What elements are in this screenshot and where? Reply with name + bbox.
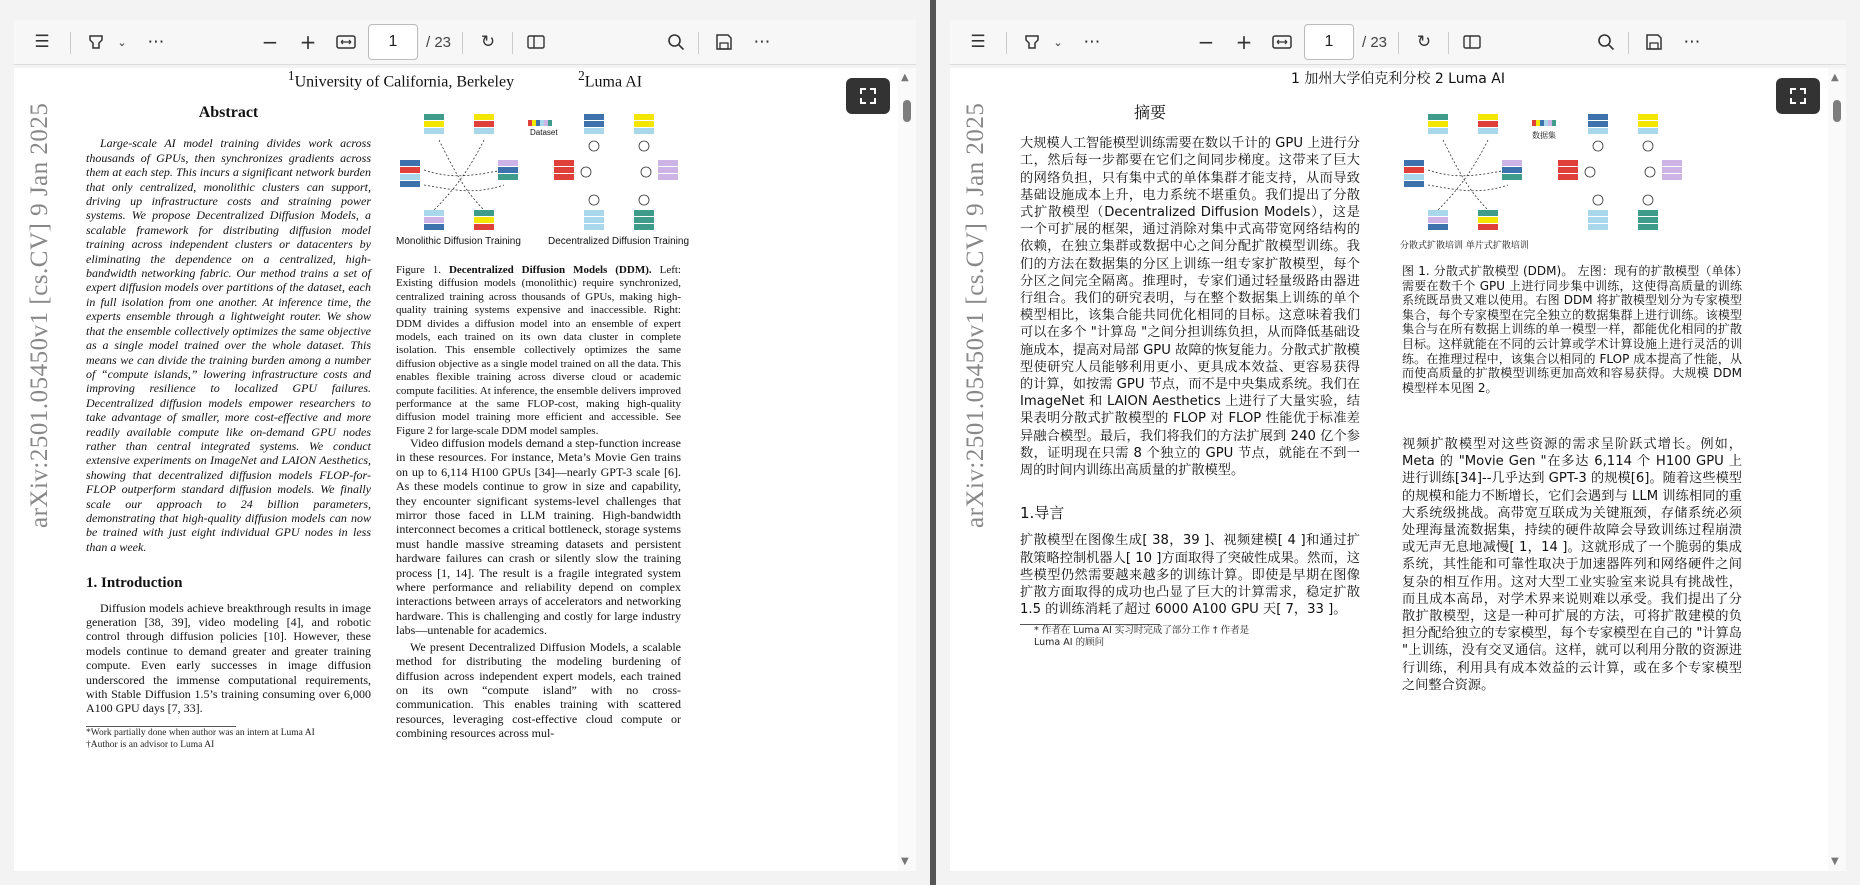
abstract-text: 大规模人工智能模型训练需要在数以千计的 GPU 上进行分工，然后每一步都要在它们之间同步梯度。这带来了巨大的网络负担，只有集中式的单体集群才能支持，从而导致基础设施成本上升，电力系统不堪重负。我们提出了分散式扩散模型（Decentralized Diffusion Models），这是一个可扩展的框架，通过消除对集中式高带宽网络结构的依赖，在独立集群或数据中心之间分配扩散模型训练。我们的方法在数据集的分区上训练一组专家扩散模型，每个分区之间完全隔离。推理时，专家们通过轻量级路由器进行组合。我们的研究表明，与在整个数据集上训练的单个模型相比，该集合能共同优化相同的目标。这意味着我们可以在多个 "计算岛 "之间分担训练负担，从而降低基础设施成本，提高对局部 GPU 故障的恢复能力。分散式扩散模型使研究人员能够利用更小、更具成本效益、更容易获得的计算，如按需 GPU 节点，而不是中央集成系统。我们在 ImageNet 和 LAION Aesthetics 上进行了大量实验，结果表明分散式扩散模型的 FLOP 对 FLOP 性能优于标准差异融合模型。最后，我们将我们的方法扩展到 240 亿个参数，证明现在只需 8 个独立的 GPU 节点，就能在不到一周的时间内训练出高质量的扩散模型。 [1020,136,1360,479]
fig-label-decentralized: Decentralized Diffusion Training [548,236,690,247]
viewer-toolbar [14,20,916,65]
decentralized-gpu-stacks [1558,114,1682,230]
introduction-text: Diffusion models achieve breakthrough results in image generation [38, 39], video modeling [4], and robotic control through diffusion policies [10]. However, these models continue to demand greater and greater training compute. Even early successes in image diffusion underscored the immense computational requirements, with Stable Diffusion 1.5’s training consuming over 6,000 A100 GPU days [7, 33]. [86,600,371,716]
page-view-icon[interactable] [1456,26,1488,58]
footnote-line-1: * 作者在 Luma AI 实习时完成了部分工作 † 作者是 [1034,625,1250,637]
zoom-out-icon[interactable]: − [1197,30,1215,54]
right-viewer-pane [936,0,1860,885]
figure-1 [394,110,690,250]
zoom-in-icon[interactable]: + [299,30,317,54]
figure-1-caption: 图 1. 分散式扩散模型 (DDM)。 左图：现有的扩散模型（单体）需要在数千个 GPU 上进行同步集中训练，这使得高质量的训练系统既昂贵又难以使用。右图 DDM 将扩散模型划分为专家模型集合，每个专家模型在完全独立的数据集群上进行训练。该模型集合与在所有数据上训练的单一模型一样，都能优化相同的扩散目标。这样就能在不同的云计算或学术计算设施上进行灵活的训练。在推理过程中，该集合以相同的 FLOP 成本提高了性能，从而使高质量的扩散模型训练更加高效和容易获得。大规模 DDM 模型样本见图 2。 [1402,264,1742,395]
affiliations: $^1$University of California, Berkeley $^2$Luma AI [287,68,643,91]
chevron-down-icon[interactable]: ⌄ [117,35,127,49]
search-icon[interactable] [1590,26,1622,58]
fig-dataset-label: 数据集 [1532,131,1556,140]
monolithic-gpu-stacks [1404,114,1522,230]
more-tools-icon[interactable]: ⋯ [1083,32,1101,52]
scrollbar-thumb[interactable] [1833,100,1841,122]
rotate-icon[interactable]: ↻ [480,32,496,52]
paragraph-2: 视频扩散模型对这些资源的需求呈阶跃式增长。例如，Meta 的 "Movie Gen "在多达 6,114 个 H100 GPU 上进行训练[34]--几乎达到 GPT-3 的规模[6]。随着这些模型的规模和能力不断增长，它们会遇到与 LLM 训练相同的重大系统级挑战。高带宽互联成为关键瓶颈，存储系统必须处理海量流数据集，持续的硬件故障会导致训练过程崩溃或无声无息地减慢[ 1，14 ]。这就形成了一个脆弱的集成系统，其性能和可靠性取决于加速器阵列和网络硬件之间复杂的相互作用。这对大型工业实验室来说具有挑战性，而且成本高昂，对学术界来说则难以承受。我们提出了分散扩散模型，这是一种可扩展的方法，可将扩散建模的负担分配给独立的专家模型，每个专家模型在自己的 "计算岛 "上训练，没有交叉通信。这样，就可以利用分散的资源进行训练，利用具有成本效益的云计算，或在多个专家模型之间整合资源。 [1402,437,1742,693]
outline-icon[interactable]: ☰ [34,32,50,52]
fit-width-icon[interactable] [330,26,362,58]
viewer-toolbar [950,20,1846,65]
document-page[interactable] [14,68,916,871]
right-column-body [396,436,681,741]
page-total: / 23 [426,34,452,51]
fig-label: 分散式扩散培训 单片式扩散培训 [1400,241,1529,251]
scroll-down-icon[interactable]: ▼ [1831,856,1839,867]
rotate-icon[interactable]: ↻ [1416,32,1432,52]
monolithic-gpu-stacks [400,114,518,230]
fig-dataset-label: Dataset [530,128,558,137]
arxiv-watermark: arXiv:2501.05450v1 [cs.CV] 9 Jan 2025 [962,102,989,528]
paragraph-3: We present Decentralized Diffusion Models, a scalable method for distributing the modeling burdening of diffusion across independent expert models, each trained on its own “compute island” with no cross-communication. This enables training with scattered resources, leveraging cost-effective cloud compute or combining resources across mul- [396,639,681,741]
footnote-1: *Work partially done when author was an intern at Luma AI [86,727,315,738]
figure-1 [1398,110,1688,250]
zoom-out-icon[interactable]: − [261,30,279,54]
fit-width-icon[interactable] [1266,26,1298,58]
more-options-icon[interactable]: ⋯ [753,32,771,52]
page-view-icon[interactable] [520,26,552,58]
save-icon[interactable] [708,26,740,58]
decentralized-gpu-stacks [554,114,678,230]
fullscreen-button[interactable] [1776,78,1820,114]
scroll-down-icon[interactable]: ▼ [901,856,909,867]
abstract-title: 摘要 [1133,103,1166,122]
scroll-up-icon[interactable]: ▲ [901,72,909,83]
document-page-translated[interactable] [950,68,1846,871]
more-options-icon[interactable]: ⋯ [1683,32,1701,52]
fullscreen-button[interactable] [846,78,890,114]
dataset-icon [1532,120,1556,126]
abstract-title: Abstract [198,104,259,121]
footnote-line-2: Luma AI 的顾问 [1034,637,1105,649]
abstract-text: Large-scale AI model training divides work across thousands of GPUs, then synchronizes gradients across them at each step. This incurs a significant network burden that only centralized, monolithic clusters can support, driving up infrastructure costs and straining power systems. We propose Decentralized Diffusion Models, a scalable framework for distributing diffusion model training across independent clusters or datacenters by eliminating the dependence on a centralized, high-bandwidth networking fabric. Our method trains a set of expert diffusion models over partitions of the dataset, each in full isolation from one another. At inference time, the experts ensemble through a lightweight router. We show that the ensemble collectively optimizes the same objective as a single model trained over the whole dataset. This means we can divide the training burden among a number of “compute islands,” lowering infrastructure costs and improving resilience to localized GPU failures. Decentralized diffusion models empower researchers to take advantage of smaller, more cost-effective and more readily available compute like on-demand GPU nodes rather than central integrated systems. We conduct extensive experiments on ImageNet and LAION Aesthetics, showing that decentralized diffusion models FLOP-for-FLOP outperform standard diffusion models. We finally scale our approach to 24 billion parameters, demonstrating that high-quality diffusion models can now be trained with just eight individual GPU nodes in less than a week. [86,136,371,554]
save-icon[interactable] [1638,26,1670,58]
vertical-scrollbar[interactable] [898,68,916,871]
introduction-title: 1.导言 [1020,504,1065,523]
left-column [86,106,371,751]
expand-icon [859,87,877,105]
fig-label-monolithic: Monolithic Diffusion Training [396,236,521,247]
arxiv-watermark: arXiv:2501.05450v1 [cs.CV] 9 Jan 2025 [26,102,53,528]
scroll-up-icon[interactable]: ▲ [1831,72,1839,83]
more-tools-icon[interactable]: ⋯ [147,32,165,52]
zoom-in-icon[interactable]: + [1235,30,1253,54]
vertical-scrollbar[interactable] [1828,68,1846,871]
paragraph-2: Video diffusion models demand a step-function increase in these resources. For instance, Meta’s Movie Gen trains on up to 6,114 H100 GPUs [34]—nearly GPT-3 scale [6]. As these models continue to grow in size and capability, they encounter significant systems-level challenges that mirror those faced in LLM training. High-bandwidth interconnect becomes a critical bottleneck, storage systems must handle massive streaming datasets and persistent hardware failures can crash or silently slow the training process [1, 14]. The result is a fragile integrated system where performance and reliability depend on complex interactions between arrays of accelerators and networking hardware. This is challenging and costly for large industry labs—untenable for academics. [396,436,681,638]
page-number-input[interactable]: 1 [1304,24,1354,60]
introduction-text: 扩散模型在图像生成[ 38，39 ]、视频建模[ 4 ]和通过扩散策略控制机器人[ 10 ]方面取得了突破性成果。然而，这些模型仍然需要越来越多的训练计算。即使是早期在图像扩散方面取得的成功也凸显了巨大的计算需求，稳定扩散 1.5 的训练消耗了超过 6000 A100 GPU 天[ 7，33 ]。 [1020,533,1360,618]
figure-1-caption: Figure 1. Decentralized Diffusion Models (DDM). Left: Existing diffusion models (monolithic) require synchronized, centralized training across thousands of GPUs, making high-quality training systems expensive and inaccessible. Right: DDM divides a diffusion model into an ensemble of expert models, each trained on its own data cluster in complete isolation. This ensemble collectively optimizes the same diffusion objective as a single model trained on all the data. This enables flexible training across diverse cloud or academic compute facilities. At inference, the ensemble delivers improved performance at the same FLOP-cost, making high-quality diffusion model training more efficient and accessible. See Figure 2 for large-scale DDM model samples. [396,264,681,437]
search-icon[interactable] [660,26,692,58]
footnote-2: †Author is an advisor to Luma AI [86,739,215,750]
scrollbar-thumb[interactable] [903,100,911,122]
outline-icon[interactable]: ☰ [970,32,986,52]
introduction-title: 1. Introduction [86,575,183,592]
page-total: / 23 [1362,34,1388,51]
affiliations: 1 加州大学伯克利分校 2 Luma AI [1291,71,1505,87]
page-number-input[interactable]: 1 [368,24,418,60]
left-column [1020,104,1360,649]
dataset-icon [528,120,552,126]
expand-icon [1789,87,1807,105]
chevron-down-icon[interactable]: ⌄ [1053,35,1063,49]
